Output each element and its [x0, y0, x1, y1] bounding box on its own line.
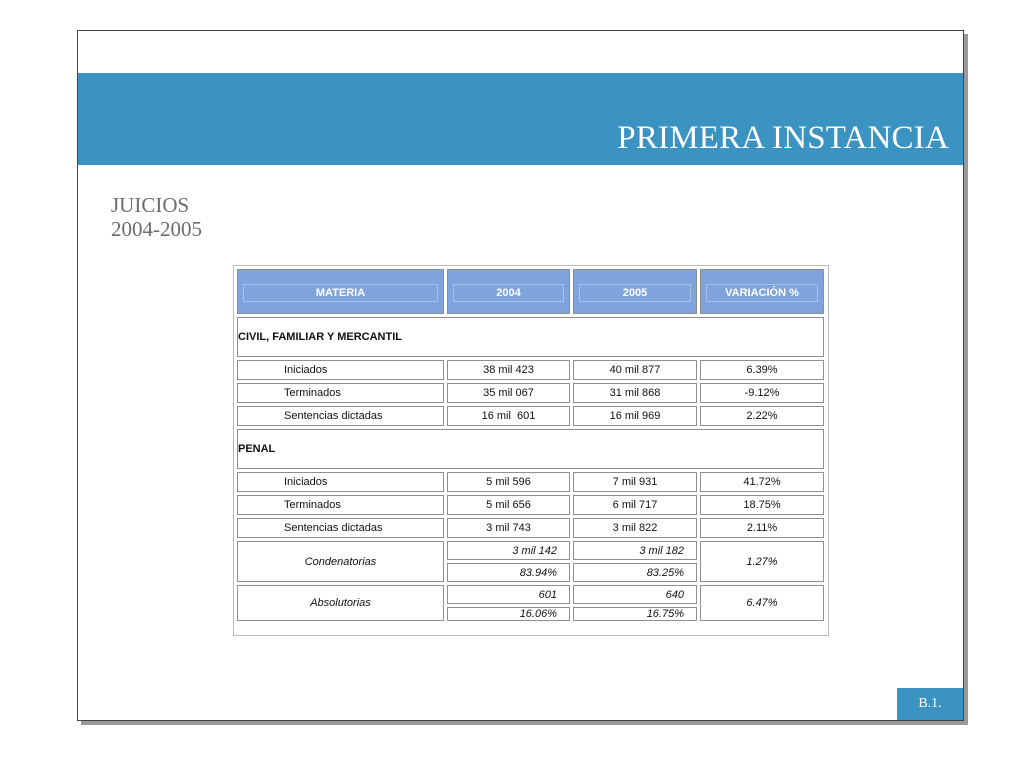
section-row-penal	[237, 429, 824, 469]
cell-variacion: 1.27%	[700, 541, 824, 582]
section-row-civil	[237, 317, 824, 357]
column-header-materia: MATERIA	[237, 269, 444, 314]
row-label-absolutorias: Absolutorias	[237, 585, 444, 621]
cell-2005: 3 mil 822	[573, 518, 697, 538]
cell-2004: 5 mil 656	[447, 495, 570, 515]
cell-2005: 31 mil 868	[573, 383, 697, 403]
cell-2005-pct: 83.25%	[573, 563, 697, 582]
row-label: Sentencias dictadas	[237, 406, 444, 426]
cell-variacion: 2.11%	[700, 518, 824, 538]
slide	[77, 30, 964, 721]
cell-2004: 3 mil 743	[447, 518, 570, 538]
table-row	[237, 495, 824, 515]
statistics-table	[233, 265, 829, 636]
table-row	[237, 406, 824, 426]
cell-variacion: 6.39%	[700, 360, 824, 380]
table-row	[237, 518, 824, 538]
cell-2005: 7 mil 931	[573, 472, 697, 492]
cell-variacion: 41.72%	[700, 472, 824, 492]
cell-2004: 38 mil 423	[447, 360, 570, 380]
section-heading: CIVIL, FAMILIAR Y MERCANTIL	[237, 317, 824, 357]
subtitle-line-1: JUICIOS	[111, 193, 190, 217]
cell-2004: 5 mil 596	[447, 472, 570, 492]
table-row	[237, 360, 824, 380]
column-header-2005: 2005	[573, 269, 697, 314]
subtitle-line-2: 2004-2005	[111, 217, 202, 241]
row-label: Terminados	[237, 495, 444, 515]
column-header-variacion: VARIACIÓN %	[700, 269, 824, 314]
row-label: Sentencias dictadas	[237, 518, 444, 538]
table-row-absolutorias	[237, 585, 824, 604]
section-heading: PENAL	[237, 429, 824, 469]
slide-number-badge: B.1.	[897, 688, 963, 720]
row-label: Iniciados	[237, 360, 444, 380]
cell-2005: 16 mil 969	[573, 406, 697, 426]
table-header-row	[237, 269, 824, 314]
page-title: PRIMERA INSTANCIA	[617, 120, 949, 156]
column-header-2004: 2004	[447, 269, 570, 314]
table-row	[237, 383, 824, 403]
table-row-condenatorias	[237, 541, 824, 560]
cell-2005: 6 mil 717	[573, 495, 697, 515]
cell-2004-count: 3 mil 142	[447, 541, 570, 560]
cell-2005-count: 3 mil 182	[573, 541, 697, 560]
cell-variacion: 2.22%	[700, 406, 824, 426]
cell-variacion: 6.47%	[700, 585, 824, 621]
title-banner	[78, 73, 963, 165]
cell-2005-pct: 16.75%	[573, 607, 697, 621]
subtitle	[111, 193, 202, 241]
row-label-condenatorias: Condenatorias	[237, 541, 444, 582]
cell-2004: 35 mil 067	[447, 383, 570, 403]
cell-2004-pct: 16.06%	[447, 607, 570, 621]
cell-variacion: 18.75%	[700, 495, 824, 515]
cell-2005: 40 mil 877	[573, 360, 697, 380]
cell-2004: 16 mil 601	[447, 406, 570, 426]
table-row	[237, 472, 824, 492]
row-label: Terminados	[237, 383, 444, 403]
row-label: Iniciados	[237, 472, 444, 492]
cell-variacion: -9.12%	[700, 383, 824, 403]
cell-2005-count: 640	[573, 585, 697, 604]
cell-2004-count: 601	[447, 585, 570, 604]
cell-2004-pct: 83.94%	[447, 563, 570, 582]
